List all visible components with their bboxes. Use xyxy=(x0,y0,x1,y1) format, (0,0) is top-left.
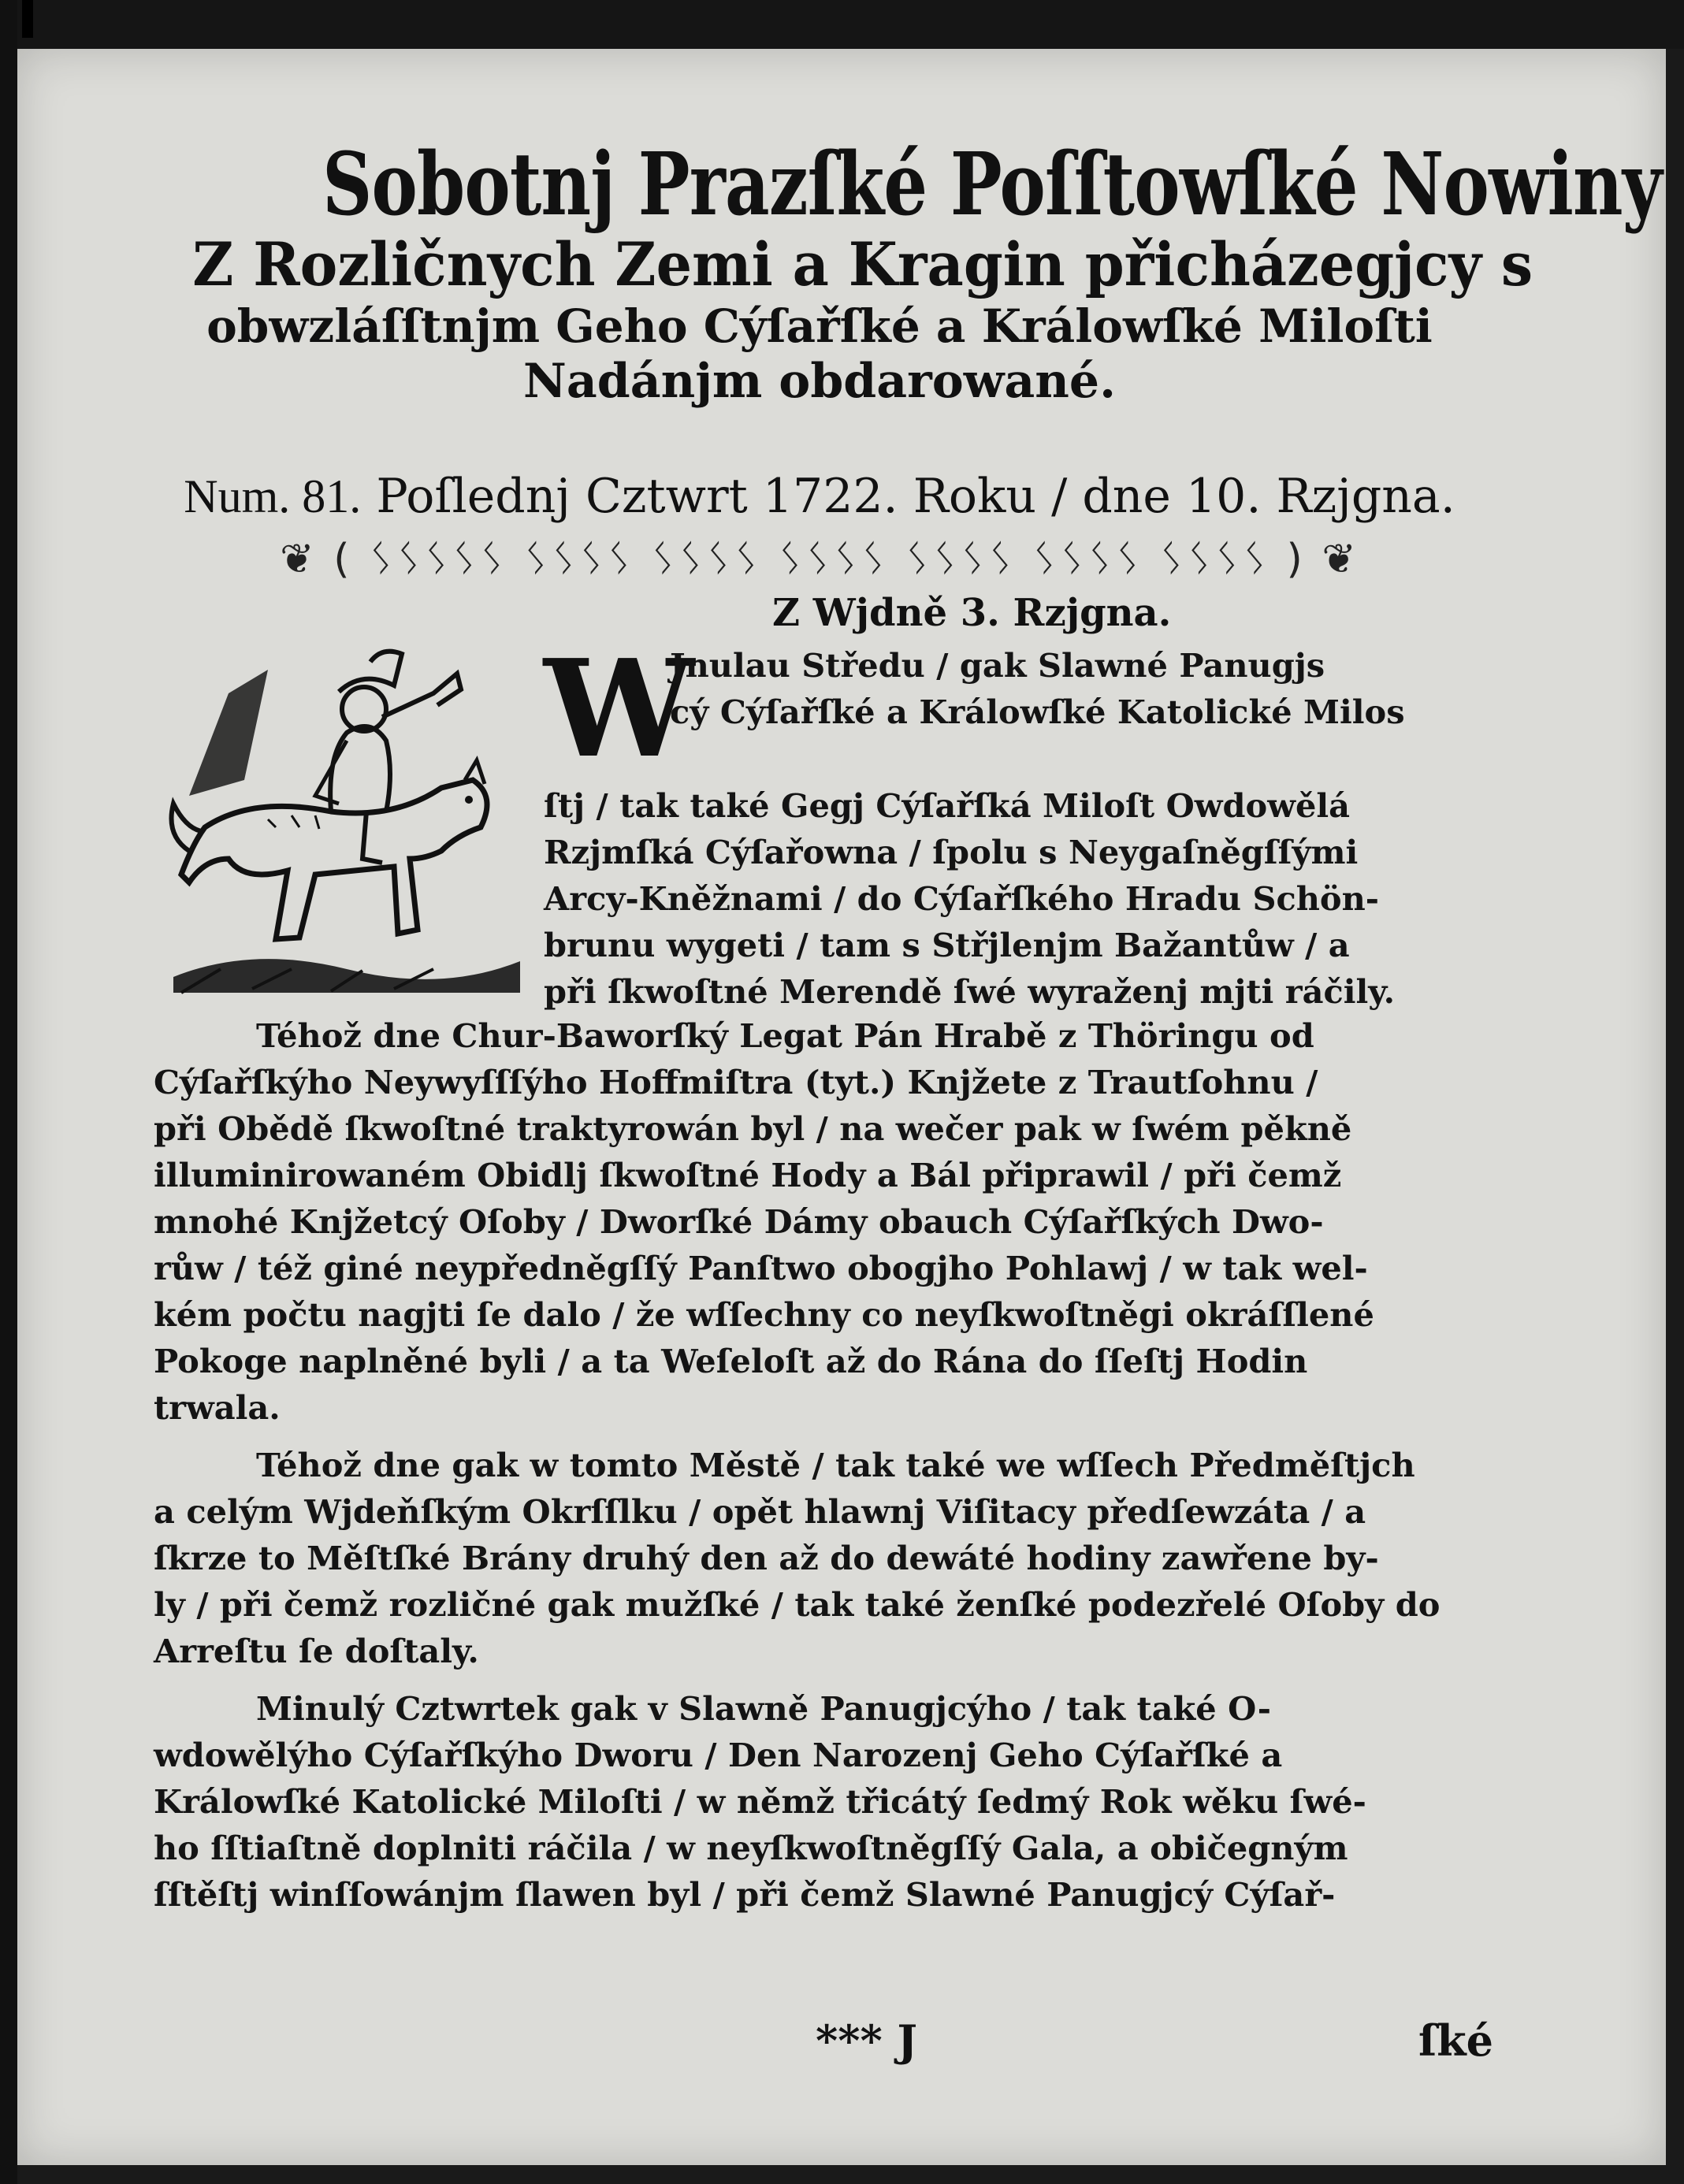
text-line: Pokoge naplněné byli / a ta Weſeloſt až do Rána do ſſeſtj Hodin xyxy=(154,1342,1308,1380)
text-line: při ſkwoſtné Merendě ſwé wyraženj mjti ráčily. xyxy=(544,972,1396,1011)
masthead-subtitle-line1: Z Rozličnych Zemi a Kragin přicházegjcy s xyxy=(192,229,1533,299)
text-line: a celým Wjdeňſkým Okrſſlku / opět hlawnj Viſitacy předſewzáta / a xyxy=(154,1492,1366,1531)
text-line: růw / též giné neypředněgſſý Panſtwo obogjho Pohlawj / w tak wel- xyxy=(154,1249,1368,1287)
text-line: cý Cýſařſké a Králowſké Katolické Milos xyxy=(670,693,1405,731)
text-line: Cýſařſkýho Neywyſſſýho Hoffmiſtra (tyt.) Knjžete z Trautſohnu / xyxy=(154,1063,1318,1101)
text-line: ly / při čemž rozličné gak mužſké / tak také ženſké podezřelé Oſoby do xyxy=(154,1585,1441,1624)
text-line: při Obědě ſkwoſtné traktyrowán byl / na wečer pak w ſwém pěkně xyxy=(154,1109,1352,1148)
dateline: Z Wjdně 3. Rzjgna. xyxy=(772,591,1172,635)
article-paragraph-3 xyxy=(154,1442,1493,1674)
drop-cap-initial: W xyxy=(544,630,694,788)
catchword: ſké xyxy=(1418,2015,1493,2066)
page-footer xyxy=(154,2015,1493,2078)
text-line: Rzjmſká Cýſařowna / ſpolu s Neygaſněgſſými xyxy=(544,833,1359,871)
text-line: ſkrze to Měſtſké Brány druhý den až do dewáté hodiny zawřene by- xyxy=(154,1539,1379,1577)
text-line: ho ſſtiaſtně doplniti ráčila / w neyſkwoſtněgſſý Gala, a običegným xyxy=(154,1829,1348,1867)
article-paragraph-1-continued xyxy=(544,782,1489,1015)
text-line: Králowſké Katolické Miloſti / w němž třicátý ſedmý Rok wěku ſwé- xyxy=(154,1782,1366,1821)
text-line: brunu wygeti / tam s Střjlenjm Bažantůw / a xyxy=(544,926,1350,964)
ornament-divider: ❦ ( ᛊᛊᛊᛊᛊ ᛊᛊᛊᛊ ᛊᛊᛊᛊ ᛊᛊᛊᛊ ᛊᛊᛊᛊ ᛊᛊᛊᛊ ᛊᛊᛊᛊ ) ❦ xyxy=(280,536,1359,583)
text-line: Téhož dne gak w tomto Městě / tak také we wſſech Předměſtjch xyxy=(256,1446,1415,1484)
scan-left-edge xyxy=(0,0,17,2184)
issue-date: Poſlednj Cztwrt 1722. Roku / dne 10. Rzjgna. xyxy=(376,469,1455,524)
text-line: Arreſtu ſe doſtaly. xyxy=(154,1632,479,1670)
text-line: wdowělýho Cýſařſkýho Dworu / Den Narozenj Geho Cýſařſké a xyxy=(154,1736,1283,1774)
text-line: ſtj / tak také Gegj Cýſařſká Miloſt Owdowělá xyxy=(544,786,1351,825)
masthead xyxy=(150,133,1662,409)
text-line: Jnulau Středu / gak Slawné Panugjs xyxy=(670,646,1325,685)
issue-number: Num. 81. xyxy=(184,470,362,522)
horseman-woodcut-illustration xyxy=(158,599,528,1001)
signature-mark: *** J xyxy=(816,2015,918,2066)
text-line: illuminirowaném Obidlj ſkwoſtné Hody a Bál připrawil / při čemž xyxy=(154,1156,1342,1194)
article-paragraph-2 xyxy=(154,1012,1493,1431)
text-line: Minulý Cztwrtek gak v Slawně Panugjcýho / tak také O- xyxy=(256,1689,1272,1728)
masthead-subtitle-line3: Nadánjm obdarowané. xyxy=(523,354,1116,409)
masthead-title: Sobotnj Prazſké Poſſtowſké Nowiny xyxy=(322,133,1662,235)
article-body xyxy=(154,1012,1493,1918)
text-line: trwala. xyxy=(154,1388,281,1427)
article-paragraph-1 xyxy=(670,642,1489,735)
text-line: mnohé Knjžetcý Oſoby / Dworſké Dámy obauch Cýſařſkých Dwo- xyxy=(154,1202,1324,1241)
text-line: kém počtu nagjti ſe dalo / že wſſechny co neyſkwoſtněgi okráſſlené xyxy=(154,1295,1374,1334)
masthead-subtitle-line2: obwzláſſtnjm Geho Cýſařſké a Králowſké Miloſti xyxy=(206,299,1433,353)
scan-top-edge xyxy=(0,0,1684,49)
article-paragraph-4 xyxy=(154,1685,1493,1918)
text-line: Téhož dne Chur-Baworſký Legat Pán Hrabě z Thöringu od xyxy=(256,1016,1314,1055)
text-line: Arcy-Kněžnami / do Cýſařſkého Hradu Schön- xyxy=(544,879,1379,918)
scan-corner-mark xyxy=(22,0,33,38)
text-line: ſſtěſtj winſſowánjm ſlawen byl / při čemž Slawné Panugjcý Cýſař- xyxy=(154,1875,1336,1914)
issue-line xyxy=(150,469,1489,524)
